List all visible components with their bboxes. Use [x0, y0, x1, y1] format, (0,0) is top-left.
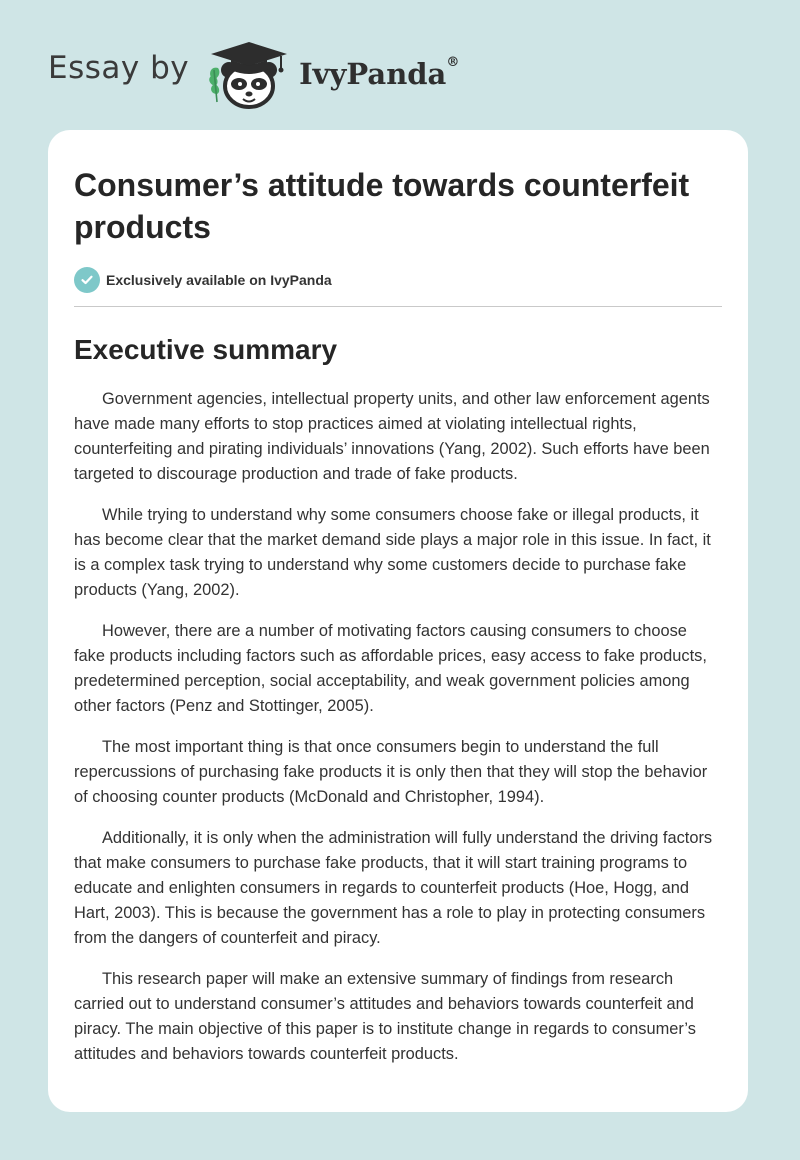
badge-label: Exclusively available on IvyPanda — [106, 272, 332, 288]
essay-card — [48, 130, 748, 1112]
section-heading: Executive summary — [74, 334, 338, 365]
exclusive-badge — [74, 266, 722, 294]
paragraph: Government agencies, intellectual property units, and other law enforcement agents have made many efforts to stop practices aimed at violating intellectual rights, counterfeiting and pirating individuals’ innovations (Yang, 2002). Such efforts have been targeted to discourage production and trade of fake products. — [74, 390, 710, 483]
divider — [74, 306, 722, 307]
page-title: Consumer’s attitude towards counterfeit products — [74, 167, 690, 245]
brand-name[interactable]: IvyPanda® — [299, 55, 460, 91]
paragraph: Additionally, it is only when the administration will fully understand the driving factors that make consumers to purchase fake products, that it will start training programs to educate and enlighten consumers in regards to counterfeit products (Hoe, Hogg, and Hart, 2003). This is because the government has a role to play in protecting consumers from the dangers of counterfeit and piracy. — [74, 829, 713, 947]
paragraph: However, there are a number of motivating factors causing consumers to choose fake products including factors such as affordable prices, easy access to fake products, predetermined perception, social acceptability, and weak government policies among other factors (Penz and Stottinger, 2005). — [74, 622, 707, 715]
site-header — [48, 34, 459, 110]
checkmark-icon — [74, 267, 100, 293]
paragraph: The most important thing is that once consumers begin to understand the full repercussions of purchasing fake products it is only then that they will stop the behavior of choosing counter products (McDonald and Christopher, 1994). — [74, 738, 708, 806]
essay-body — [74, 387, 722, 1067]
panda-graduate-icon[interactable] — [201, 34, 295, 110]
essay-by-label: Essay by — [48, 50, 190, 86]
paragraph: This research paper will make an extensive summary of findings from research carried out to understand consumer’s attitudes and behaviors towards counterfeit and piracy. The main objective of this paper is to institute change in regards to consumer’s attitudes and behaviors towards counterfeit products. — [74, 970, 696, 1063]
paragraph: While trying to understand why some consumers choose fake or illegal products, it has become clear that the market demand side plays a major role in this issue. In fact, it is a complex task trying to understand why some customers decide to purchase fake products (Yang, 2002). — [74, 506, 711, 599]
